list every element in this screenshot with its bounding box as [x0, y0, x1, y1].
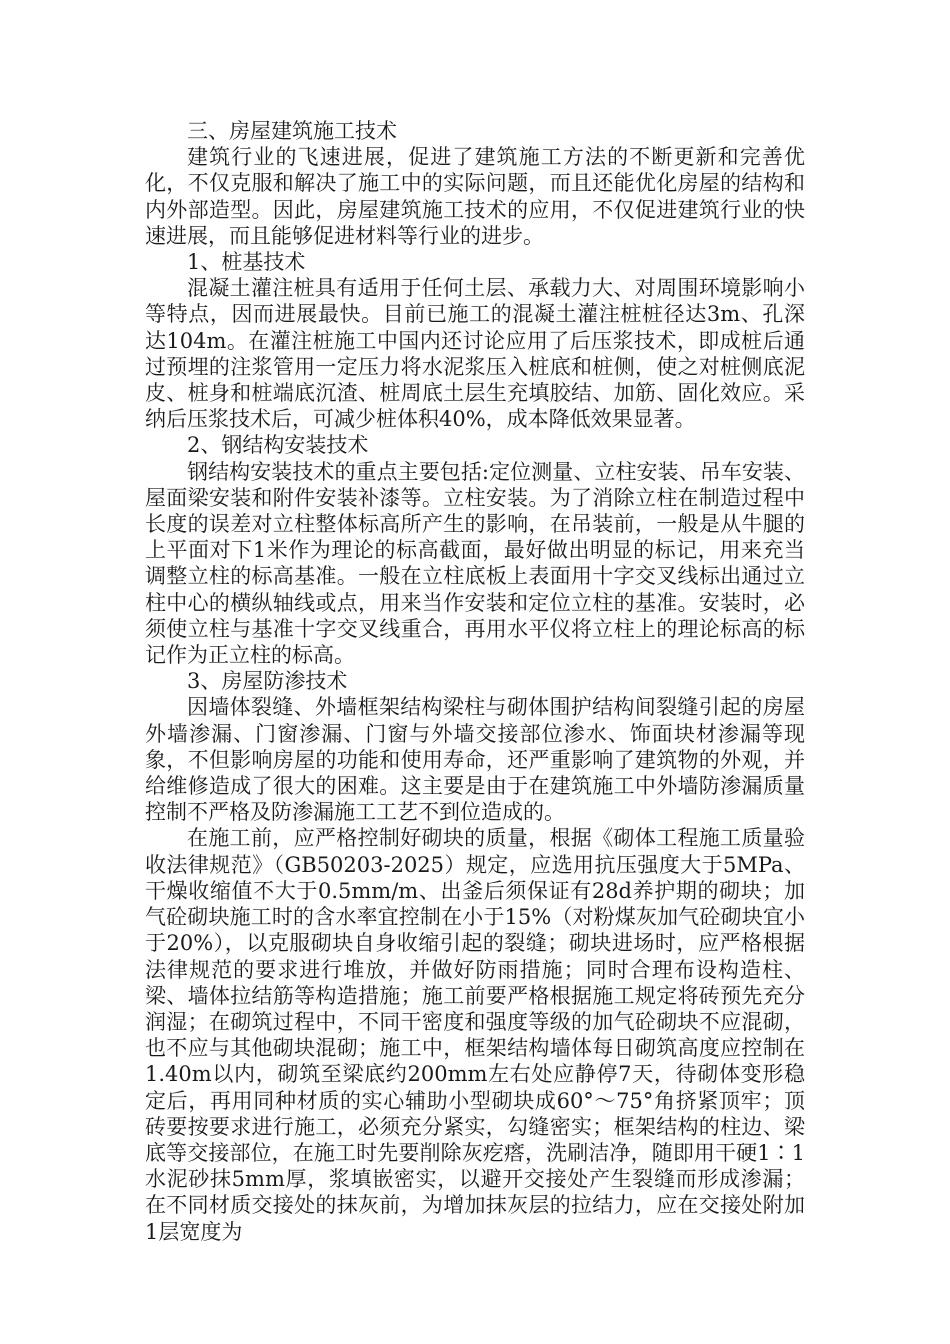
subheading-pile-foundation: 1、桩基技术	[187, 250, 306, 275]
paragraph-pile-foundation: 混凝土灌注桩具有适用于任何土层、承载力大、对周围环境影响小等特点，因而进展最快。目前已施工的混凝土灌注桩桩径达3m、孔深达104m。在灌注桩施工中国内还讨论应用了后压浆技术，即成桩后通过预埋的注浆管用一定压力将水泥浆压入桩底和桩侧，使之对桩侧底泥皮、桩身和桩端底沉渣、桩周底土层生充填胶结、加筋、固化效应。采纳后压浆技术后，可减少桩体积40%，成本降低效果显著。	[145, 276, 805, 432]
subheading-steel-structure: 2、钢结构安装技术	[187, 433, 369, 458]
paragraph-steel-structure: 钢结构安装技术的重点主要包括:定位测量、立柱安装、吊车安装、屋面梁安装和附件安装补漆等。立柱安装。为了消除立柱在制造过程中长度的误差对立柱整体标高所产生的影响，在吊装前，一般是从牛腿的上平面对下1米作为理论的标高截面，最好做出明显的标记，用来充当调整立柱的标高基准。一般在立柱底板上表面用十字交叉线标出通过立柱中心的横纵轴线或点，用来当作安装和定位立柱的基准。安装时，必须使立柱与基准十字交叉线重合，再用水平仪将立柱上的理论标高的标记作为正立柱的标高。	[145, 459, 805, 668]
subheading-waterproofing: 3、房屋防渗技术	[187, 669, 348, 694]
document-page	[145, 118, 805, 1245]
paragraph-waterproofing-causes: 因墙体裂缝、外墙框架结构梁柱与砌体围护结构间裂缝引起的房屋外墙渗漏、门窗渗漏、门窗与外墙交接部位渗水、饰面块材渗漏等现象，不但影响房屋的功能和使用寿命，还严重影响了建筑物的外观，并给维修造成了很大的困难。这主要是由于在建筑施工中外墙防渗漏质量控制不严格及防渗漏施工工艺不到位造成的。	[145, 695, 805, 825]
paragraph-intro: 建筑行业的飞速进展，促进了建筑施工方法的不断更新和完善优化，不仅克服和解决了施工中的实际问题，而且还能优化房屋的结构和内外部造型。因此，房屋建筑施工技术的应用，不仅促进建筑行业的快速进展，而且能够促进材料等行业的进步。	[145, 145, 805, 248]
paragraph-waterproofing-measures: 在施工前，应严格控制好砌块的质量，根据《砌体工程施工质量验收法律规范》（GB50203-2025）规定，应选用抗压强度大于5MPa、干燥收缩值不大于0.5mm/m、出釜后须保证有28d养护期的砌块；加气砼砌块施工时的含水率宜控制在小于15%（对粉煤灰加气砼砌块宜小于20%），以克服砌块自身收缩引起的裂缝；砌块进场时，应严格根据法律规范的要求进行堆放，并做好防雨措施；同时合理布设构造柱、梁、墙体拉结筋等构造措施；施工前要严格根据施工规定将砖预先充分润湿；在砌筑过程中，不同干密度和强度等级的加气砼砌块不应混砌，也不应与其他砌块混砌；施工中，框架结构墙体每日砌筑高度应控制在1.40m以内，砌筑至梁底约200mm左右处应静停7天，待砌体变形稳定后，再用同种材质的实心辅助小型砌块成60°～75°角挤紧顶牢；顶砖要按要求进行施工，必须充分紧实，勾缝密实；框架结构的柱边、梁底等交接部位，在施工时先要削除灰疙瘩，洗刷洁净，随即用干硬1∶1水泥砂抹5mm厚，浆填嵌密实，以避开交接处产生裂缝而形成渗漏；在不同材质交接处的抹灰前，为增加抹灰层的拉结力，应在交接处附加1层宽度为	[145, 826, 805, 1244]
section-heading-construction-tech: 三、房屋建筑施工技术	[187, 119, 397, 143]
